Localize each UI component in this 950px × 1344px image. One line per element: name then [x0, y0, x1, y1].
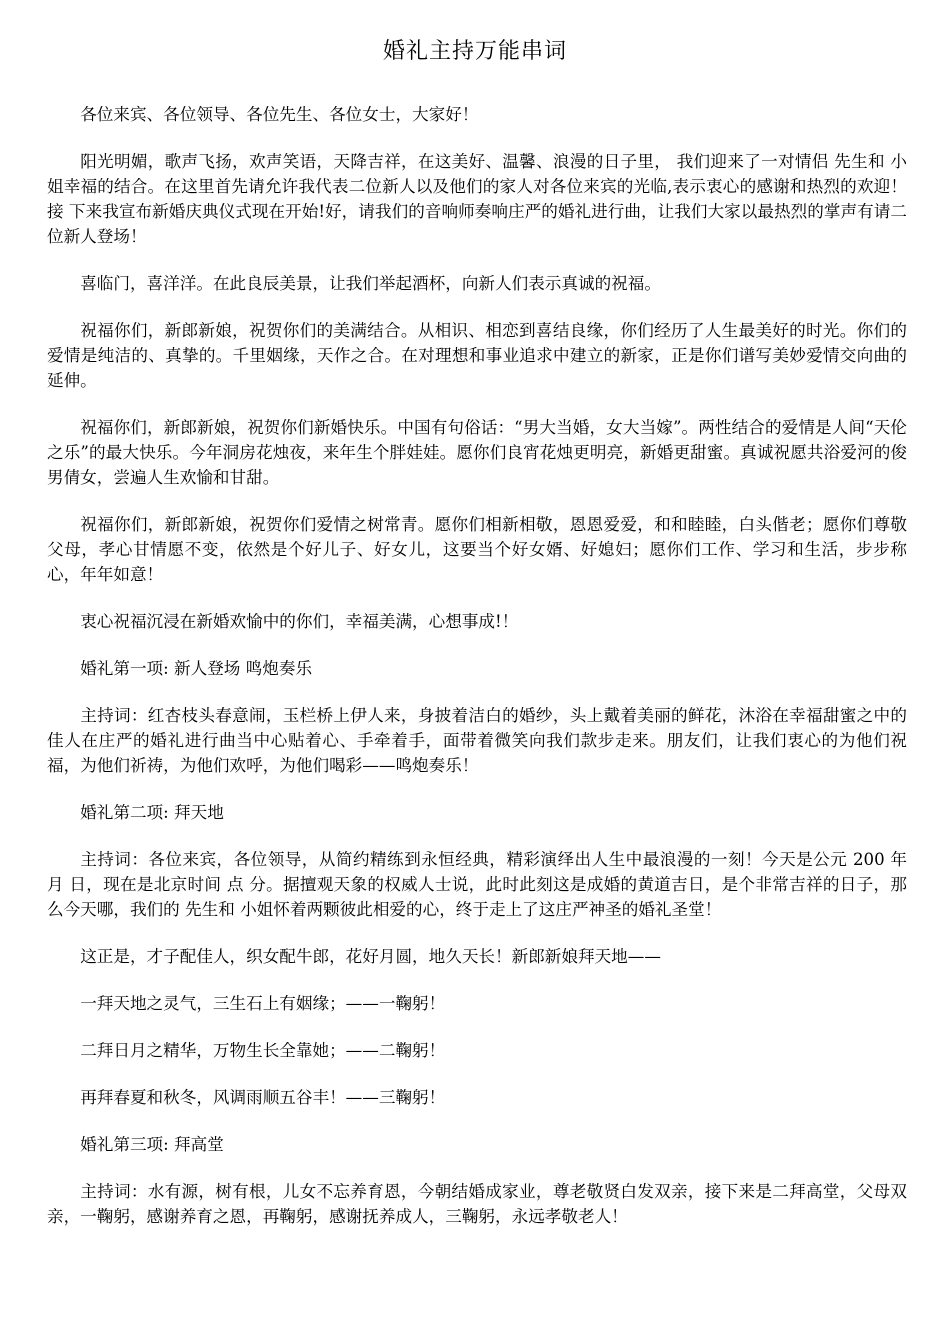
paragraph-bow-2: 二拜日月之精华，万物生长全靠她；——二鞠躬！ — [80, 1041, 446, 1060]
paragraph-greeting: 各位来宾、各位领导、各位先生、各位女士，大家好！ — [80, 105, 479, 124]
document-body — [47, 102, 907, 1251]
paragraph-bow-1: 一拜天地之灵气，三生石上有姻缘；——一鞠躬！ — [80, 994, 446, 1013]
document-title: 婚礼主持万能串词 — [382, 39, 567, 64]
paragraph-host-speech-3: 主持词：水有源，树有根，儿女不忘养育恩，今朝结婚成家业，尊老敬贤白发双亲，接下来是二拜高堂，父母双亲，一鞠躬，感谢养育之恩，再鞠躬，感谢抚养成人，三鞠躬，永远孝敬老人！ — [47, 1182, 907, 1226]
paragraph-blessing-4: 衷心祝福沉浸在新婚欢愉中的你们，幸福美满，心想事成!！ — [80, 612, 519, 631]
section-heading-3: 婚礼第三项: 拜高堂 — [80, 1135, 224, 1154]
paragraph-host-speech-1: 主持词：红杏枝头春意闹，玉栏桥上伊人来，身披着洁白的婚纱，头上戴着美丽的鲜花，沐浴在幸福甜蜜之中的佳人在庄严的婚礼进行曲当中心贴着心、手牵着手，面带着微笑向我们款步走来。朋友们，让我们衷心的为他们祝福，为他们祈祷，为他们欢呼，为他们喝彩——鸣炮奏乐！ — [47, 706, 907, 775]
paragraph-host-speech-2: 主持词：各位来宾，各位领导，从简约精练到永恒经典，精彩演绎出人生中最浪漫的一刻！今天是公元 200 年 月 日，现在是北京时间 点 分。据擅观天象的权威人士说，此时此刻这是成婚的黄道吉日，是个非常吉祥的日子，那么今天哪，我们的 先生和 小姐怀着两颗彼此相爱的心，终于走上了这庄严神圣的婚礼圣堂！ — [47, 850, 907, 919]
section-heading-1: 婚礼第一项: 新人登场 鸣炮奏乐 — [80, 659, 313, 678]
paragraph-blessing-2: 祝福你们，新郎新娘，祝贺你们新婚快乐。中国有句俗话：“男大当婚，女大当嫁”。两性结合的爱情是人间“天伦之乐”的最大快乐。今年洞房花烛夜，来年生个胖娃娃。愿你们良宵花烛更明亮，新婚更甜蜜。真诚祝愿共浴爱河的俊男倩女，尝遍人生欢愉和甘甜。 — [47, 418, 907, 487]
paragraph-bow-3: 再拜春夏和秋冬，风调雨顺五谷丰！——三鞠躬！ — [80, 1088, 446, 1107]
paragraph-blessing-1: 祝福你们，新郎新娘，祝贺你们的美满结合。从相识、相恋到喜结良缘，你们经历了人生最美好的时光。你们的爱情是纯洁的、真挚的。千里姻缘，天作之合。在对理想和事业追求中建立的新家，正是你们谱写美妙爱情交向曲的延伸。 — [47, 321, 907, 390]
paragraph-opening: 阳光明媚，歌声飞扬，欢声笑语，天降吉祥，在这美好、温馨、浪漫的日子里， 我们迎来了一对情侣 先生和 小姐幸福的结合。在这里首先请允许我代表二位新人以及他们的家人对各位来宾的光临,表示衷心的感谢和热烈的欢迎！接 下来我宣布新婚庆典仪式现在开始!好，请我们的音响师奏响庄严的婚礼进行曲，让我们大家以最热烈的掌声有请二位新人登场！ — [47, 152, 907, 246]
section-heading-2: 婚礼第二项: 拜天地 — [80, 803, 224, 822]
paragraph-bow-intro: 这正是，才子配佳人，织女配牛郎，花好月圆，地久天长！新郎新娘拜天地—— — [80, 947, 661, 966]
paragraph-blessing-3: 祝福你们，新郎新娘，祝贺你们爱情之树常青。愿你们相新相敬，恩恩爱爱，和和睦睦，白头偕老；愿你们尊敬父母，孝心甘情愿不变，依然是个好儿子、好女儿，这要当个好女婿、好媳妇；愿你们工作、学习和生活，步步称心，年年如意！ — [47, 515, 907, 584]
paragraph-toast: 喜临门，喜洋洋。在此良辰美景，让我们举起酒杯，向新人们表示真诚的祝福。 — [80, 274, 661, 293]
